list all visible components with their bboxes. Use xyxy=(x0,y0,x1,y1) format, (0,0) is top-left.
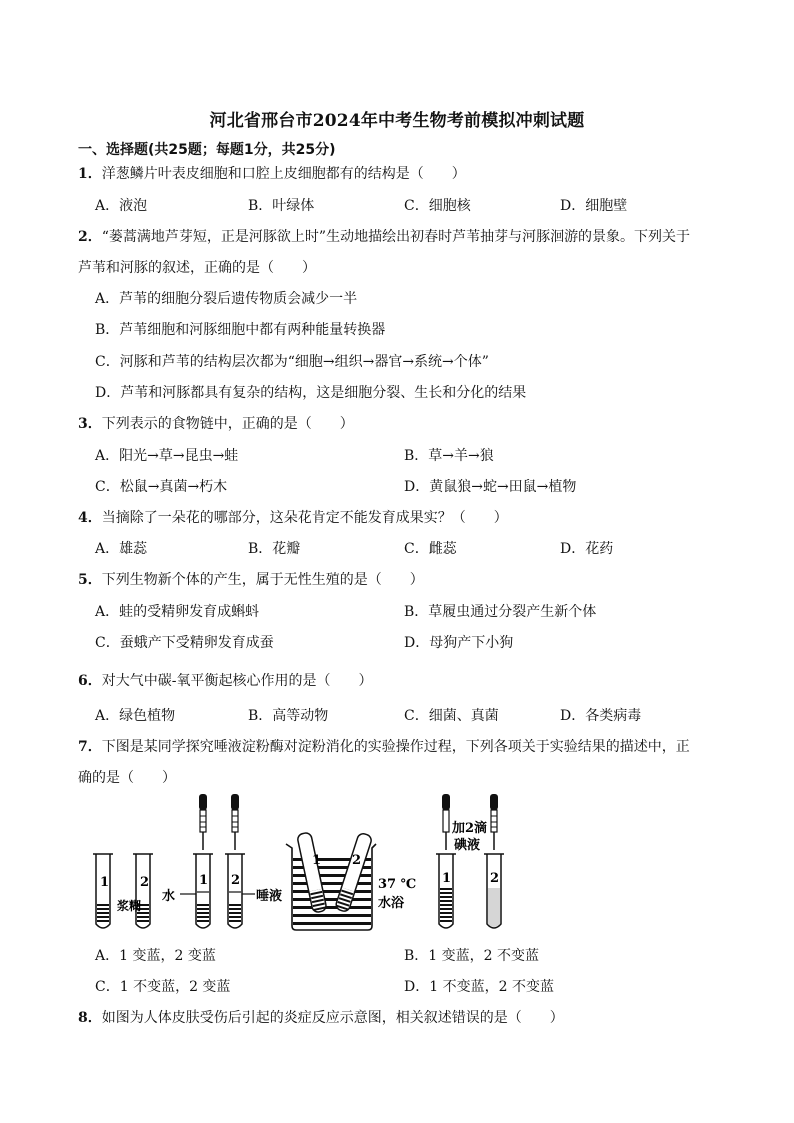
option-b[interactable]: B．草履虫通过分裂产生新个体 xyxy=(404,604,597,620)
experiment-figure xyxy=(90,792,630,934)
option-c[interactable]: C．细胞核 xyxy=(404,198,471,214)
question-3 xyxy=(78,414,718,434)
option-c[interactable]: C．细菌、真菌 xyxy=(404,708,499,724)
tube-2-label: 2 xyxy=(231,873,241,888)
option-d[interactable]: D．黄鼠狼→蛇→田鼠→植物 xyxy=(404,479,577,495)
option-d[interactable]: D．1 不变蓝，2 不变蓝 xyxy=(404,979,554,995)
water-label: 水 xyxy=(162,889,176,904)
option-a[interactable]: A．液泡 xyxy=(95,198,148,214)
question-2 xyxy=(78,227,718,247)
option-d[interactable]: D．母狗产下小狗 xyxy=(404,635,514,651)
question-number: 6． xyxy=(78,673,102,689)
question-7-line-2: 确的是（ ） xyxy=(78,770,176,786)
tube-1-label: 1 xyxy=(100,875,110,890)
question-8 xyxy=(78,1008,718,1028)
question-text: 对大气中碳-氧平衡起核心作用的是（ ） xyxy=(101,673,373,689)
question-7 xyxy=(78,737,718,757)
page-title: 河北省邢台市2024年中考生物考前模拟冲刺试题 xyxy=(209,111,585,131)
option-c[interactable]: C．蚕蛾产下受精卵发育成蚕 xyxy=(95,635,274,651)
question-5 xyxy=(78,570,718,590)
question-number: 5． xyxy=(78,572,102,588)
bath-label: 水浴 xyxy=(378,896,405,911)
question-number: 8． xyxy=(78,1010,102,1026)
tube-2-label: 2 xyxy=(490,871,500,886)
question-number: 3． xyxy=(78,416,102,432)
option-d[interactable]: D．各类病毒 xyxy=(560,708,642,724)
tube-2-label: 2 xyxy=(352,853,362,868)
option-b[interactable]: B．花瓣 xyxy=(248,541,301,557)
iodine-label-line-2: 碘液 xyxy=(454,838,481,853)
question-4 xyxy=(78,508,718,528)
option-b[interactable]: B．草→羊→狼 xyxy=(404,448,494,464)
question-6 xyxy=(78,671,718,691)
water-bath xyxy=(286,832,416,930)
option-a[interactable]: A．阳光→草→昆虫→蛙 xyxy=(95,448,239,464)
tube-1-label: 1 xyxy=(199,873,209,888)
question-1 xyxy=(78,164,718,184)
option-b[interactable]: B．高等动物 xyxy=(248,708,329,724)
option-b[interactable]: B．1 变蓝，2 不变蓝 xyxy=(404,948,540,964)
option-c[interactable]: C．河豚和芦苇的结构层次都为“细胞→组织→器官→系统→个体” xyxy=(95,354,489,370)
question-text: 如图为人体皮肤受伤后引起的炎症反应示意图，相关叙述错误的是（ ） xyxy=(101,1010,564,1026)
option-a[interactable]: A．芦苇的细胞分裂后遗传物质会减少一半 xyxy=(95,291,358,307)
question-2-line-2: 芦苇和河豚的叙述，正确的是（ ） xyxy=(78,260,316,276)
question-number: 1． xyxy=(78,166,102,182)
saliva-label: 唾液 xyxy=(256,889,283,904)
option-d[interactable]: D．芦苇和河豚都具有复杂的结构，这是细胞分裂、生长和分化的结果 xyxy=(95,385,527,401)
question-number: 2． xyxy=(78,229,102,245)
option-c[interactable]: C．雌蕊 xyxy=(404,541,457,557)
question-text: 下列生物新个体的产生，属于无性生殖的是（ ） xyxy=(101,572,424,588)
question-text: “蒌蒿满地芦芽短，正是河豚欲上时”生动地描绘出初春时芦苇抽芽与河豚洄游的景象。下列关于 xyxy=(101,229,691,245)
paste-label: 浆糊 xyxy=(117,899,142,913)
option-b[interactable]: B．叶绿体 xyxy=(248,198,315,214)
option-b[interactable]: B．芦苇细胞和河豚细胞中都有两种能量转换器 xyxy=(95,322,386,338)
question-text: 下图是某同学探究唾液淀粉酶对淀粉消化的实验操作过程，下列各项关于实验结果的描述中，正 xyxy=(101,739,690,755)
question-text: 洋葱鳞片叶表皮细胞和口腔上皮细胞都有的结构是（ ） xyxy=(101,166,466,182)
iodine-label-line-1: 加2滴 xyxy=(452,821,488,836)
option-a[interactable]: A．绿色植物 xyxy=(95,708,176,724)
tube-1-label: 1 xyxy=(312,853,322,868)
tube-2-label: 2 xyxy=(140,875,150,890)
stage-2-tubes xyxy=(162,794,282,928)
option-c[interactable]: C．松鼠→真菌→朽木 xyxy=(95,479,228,495)
question-number: 7． xyxy=(78,739,102,755)
stage-1-tubes xyxy=(93,854,153,928)
stage-4-tubes xyxy=(436,794,504,928)
option-d[interactable]: D．花药 xyxy=(560,541,614,557)
question-text: 下列表示的食物链中，正确的是（ ） xyxy=(101,416,354,432)
option-c[interactable]: C．1 不变蓝，2 变蓝 xyxy=(95,979,231,995)
tube-1-label: 1 xyxy=(442,871,452,886)
option-d[interactable]: D．细胞壁 xyxy=(560,198,628,214)
question-text: 当摘除了一朵花的哪部分，这朵花肯定不能发育成果实？（ ） xyxy=(101,510,508,526)
paste-label xyxy=(117,898,141,913)
section-heading: 一、选择题(共25题；每题1分，共25分) xyxy=(78,142,336,158)
temperature-label: 37 ℃ xyxy=(378,877,417,892)
option-a[interactable]: A．蛙的受精卵发育成蝌蚪 xyxy=(95,604,260,620)
option-a[interactable]: A．雄蕊 xyxy=(95,541,148,557)
option-a[interactable]: A．1 变蓝，2 变蓝 xyxy=(95,948,216,964)
question-number: 4． xyxy=(78,510,102,526)
